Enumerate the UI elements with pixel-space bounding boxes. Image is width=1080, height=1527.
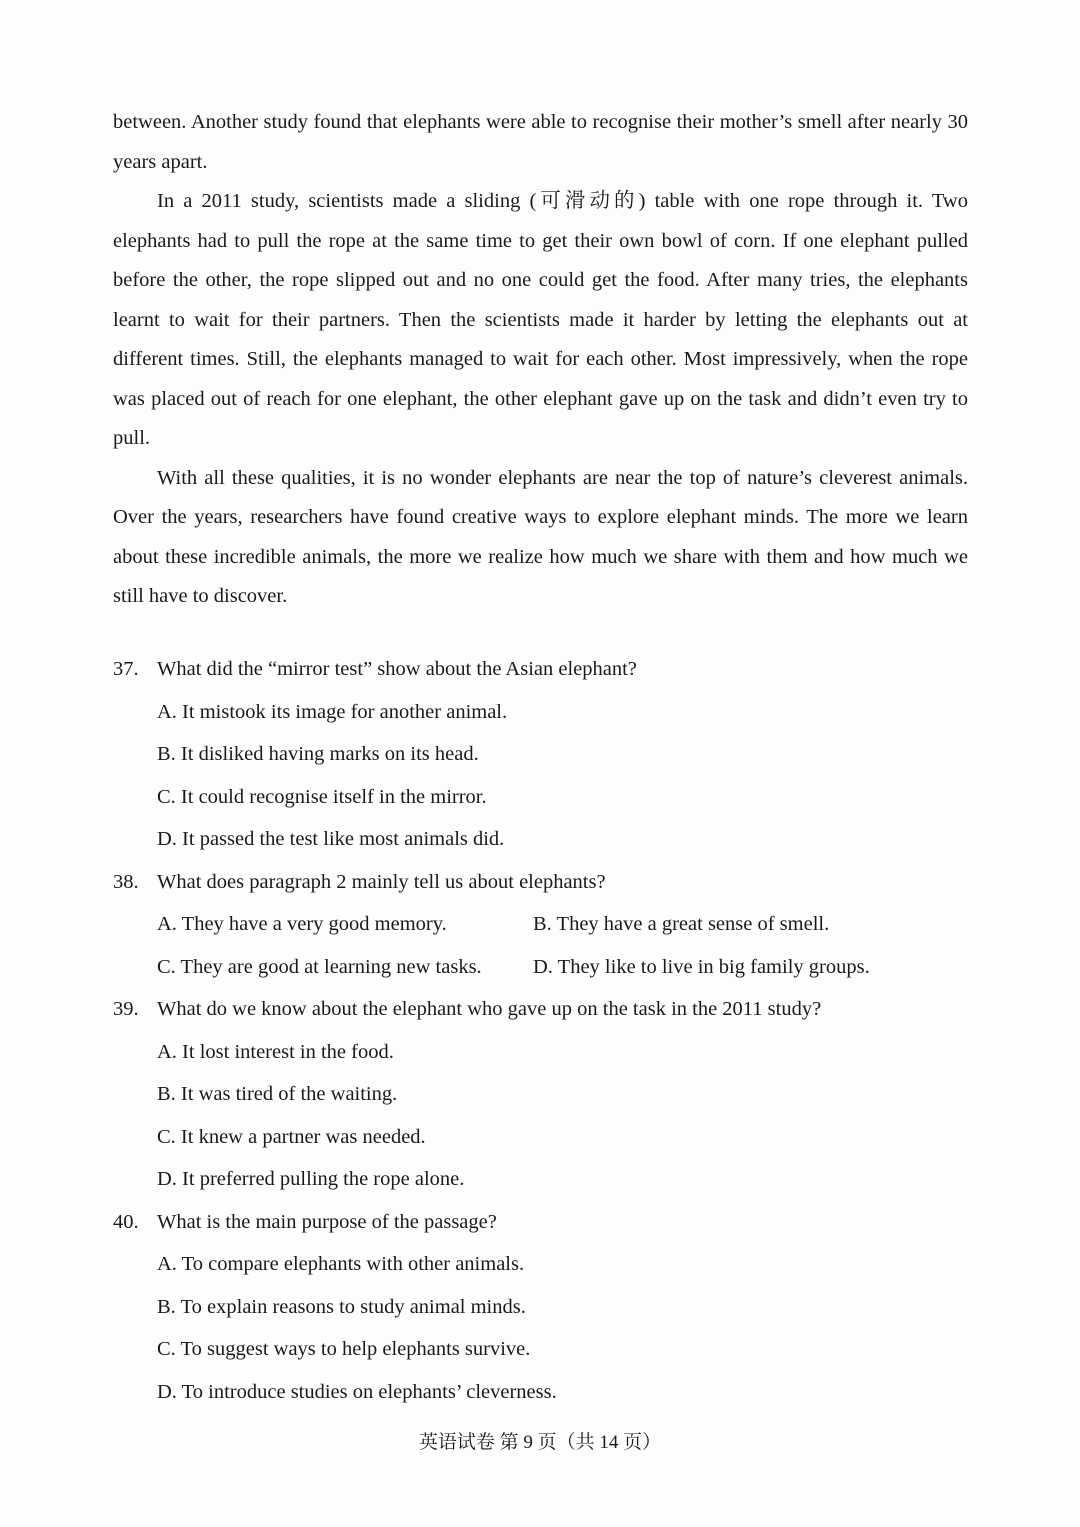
option-a: A. It mistook its image for another animal. [157,700,508,723]
option-a: A. To compare elephants with other animals. [157,1253,525,1275]
option-row [113,903,968,946]
passage-paragraph-continued: between. Another study found that elephants were able to recognise their mother’s smell after nearly 30 years apart. [113,111,968,173]
option-row [113,946,968,989]
question-text: What did the “mirror test” show about the Asian elephant? [157,658,637,680]
passage-paragraph-2011-study: In a 2011 study, scientists made a sliding (可滑动的) table with one rope through it. Two elephants had to pull the rope at the same time to get their own bowl of corn. If one elephant pulled before the other, the rope slipped out and no one could get the food. After many tries, the elephants learnt to wait for their partners. Then the scientists made it harder by letting the elephants out at different times. Still, the elephants managed to wait for each other. Most impressively, when the rope was placed out of reach for one elephant, the other elephant gave up on the task and didn’t even try to pull. [113,190,968,449]
option-c: C. It knew a partner was needed. [157,1125,426,1148]
question-list [113,648,968,1413]
question-stem [113,861,968,904]
option-b: B. To explain reasons to study animal minds. [157,1295,526,1318]
option-c: C. They are good at learning new tasks. [157,955,482,978]
question-stem [113,648,968,691]
option-d: D. It preferred pulling the rope alone. [157,1168,465,1190]
question-number: 37. [113,658,139,680]
option-d: D. It passed the test like most animals did. [157,828,505,850]
option-b: B. It was tired of the waiting. [157,1083,398,1105]
passage-paragraph-conclusion: With all these qualities, it is no wonder elephants are near the top of nature’s cleverest animals. Over the years, researchers have found creative ways to explore elephant minds. The more we learn about these incredible animals, the more we realize how much we share with them and how much we still have to discover. [113,466,968,607]
question-40 [113,1201,968,1414]
option-c: C. It could recognise itself in the mirror. [157,785,487,808]
option-d: D. They like to live in big family groups. [533,955,870,978]
option-c: C. To suggest ways to help elephants survive. [157,1338,531,1360]
question-stem [113,988,968,1031]
question-38 [113,861,968,989]
option-b: B. They have a great sense of smell. [533,913,830,935]
question-stem [113,1201,968,1244]
question-37 [113,648,968,861]
question-number: 39. [113,998,139,1020]
question-text: What does paragraph 2 mainly tell us about elephants? [157,870,606,893]
reading-passage [113,103,968,617]
option-b: B. It disliked having marks on its head. [157,743,479,765]
option-a: A. It lost interest in the food. [157,1040,394,1063]
question-number: 38. [113,870,139,893]
question-text: What is the main purpose of the passage? [157,1210,497,1233]
question-39 [113,988,968,1201]
page-footer: 英语试卷 第 9 页（共 14 页） [418,1432,662,1453]
option-a: A. They have a very good memory. [157,913,447,935]
question-text: What do we know about the elephant who gave up on the task in the 2011 study? [157,998,822,1020]
option-d: D. To introduce studies on elephants’ cleverness. [157,1380,557,1403]
question-number: 40. [113,1210,139,1233]
